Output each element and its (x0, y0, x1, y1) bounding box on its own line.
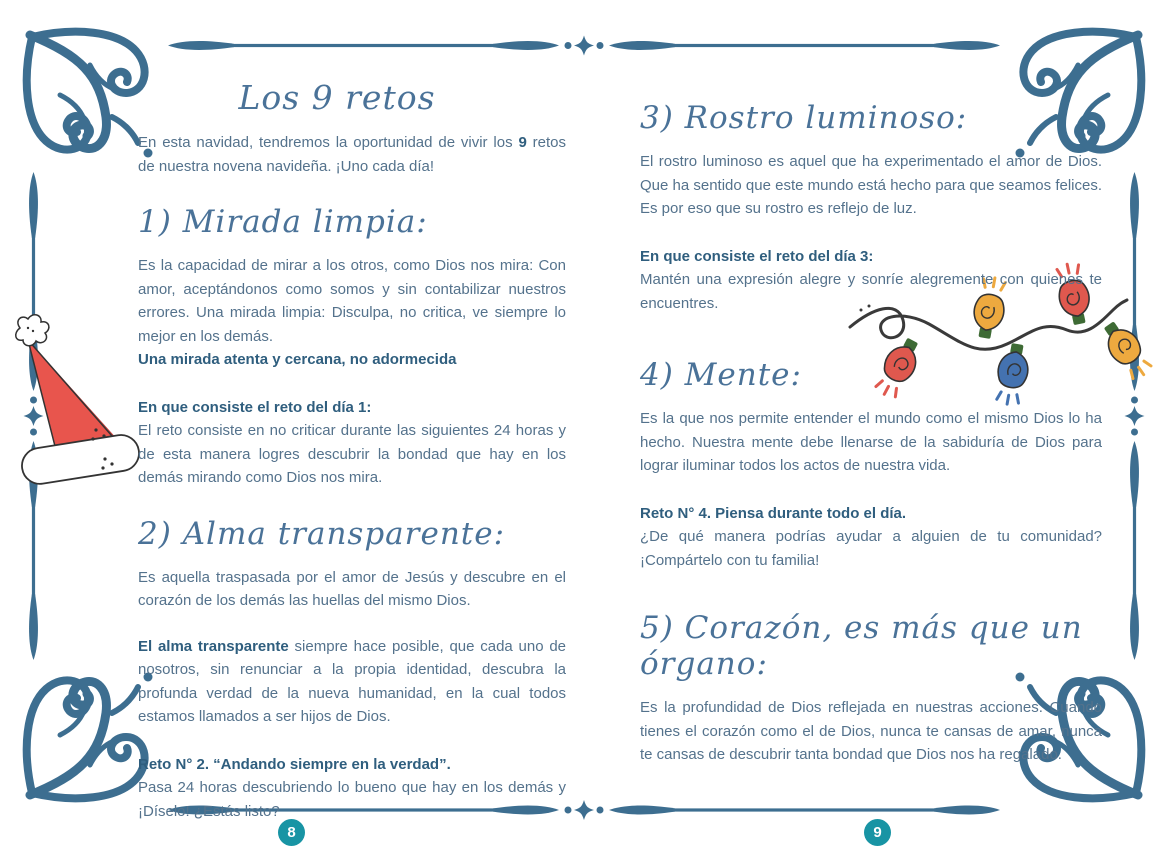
section-3-body: El rostro luminoso es aquel que ha experimentado el amor de Dios. Que ha sentido que este mundo está hecho para que seamos felices. Es por eso que su rostro es reflejo de luz. (640, 153, 1102, 217)
intro-text: En esta navidad, tendremos la oportunidad de vivir los (138, 134, 519, 151)
section-3-challenge-body: Mantén una expresión alegre y sonríe alegremente con quienes te encuentres. (640, 271, 1102, 312)
intro-text: retos de nuestra novena navideña. ¡Uno cada día! (138, 134, 567, 175)
section-4-challenge-title: Reto N° 4. Piensa durante todo el día. (640, 504, 907, 522)
section-2-heading: 2) Alma transparente: (138, 515, 506, 552)
section-1-emphasis: Una mirada atenta y cercana, no adormecida (138, 351, 457, 368)
border-left-line (24, 172, 44, 660)
page-number-badge: 8 (278, 819, 305, 846)
section-2-bold-lead: El alma transparente (138, 637, 289, 655)
section-3-challenge-title: En que consiste el reto del día 3: (640, 247, 874, 265)
right-page-column (640, 100, 1102, 767)
section-1-challenge-title: En que consiste el reto del día 1: (138, 398, 372, 416)
section-2-challenge-title: Reto N° 2. “Andando siempre en la verdad”. (138, 755, 451, 773)
left-page-column (138, 78, 566, 823)
section-2-body-2 (138, 635, 566, 729)
section-1-body: Es la capacidad de mirar a los otros, como Dios nos mira: Con amor, aceptándonos como somos y sin contabilizar nuestros errores. Una mirada limpia: Disculpa, no critica, ve siempre lo mejor en los demás. (138, 257, 566, 345)
intro-paragraph (138, 131, 566, 178)
section-2-body-2-text: siempre hace posible, que cada uno de nosotros, sin renunciar a la propia identidad, descubra la profunda verdad de la nueva humanidad, en la cual todos estamos llamados a ser hijos de Dios. (138, 637, 567, 725)
section-1-heading: 1) Mirada limpia: (138, 204, 428, 240)
page-title: Los 9 retos (238, 78, 436, 117)
section-2-body: Es aquella traspasada por el amor de Jesús y descubre en el corazón de los demás las huellas del mismo Dios. (138, 568, 566, 609)
section-3-heading: 3) Rostro luminoso: (640, 100, 968, 136)
border-right-line (1125, 172, 1145, 660)
corner-flourish-icon (27, 673, 153, 799)
section-4-heading: 4) Mente: (640, 357, 802, 393)
section-1-challenge-body: El reto consiste en no criticar durante las siguientes 24 horas y de esta manera logres descubrir la bondad que hay en los demás mirando como Dios nos mira. (138, 422, 566, 486)
section-5-heading: 5) Corazón, es más que un órgano: (640, 610, 1083, 682)
section-5-body: Es la profundidad de Dios reflejada en nuestras acciones. Cuando tienes el corazón como el de Dios, nunca te cansas de amar, nunca te cansas de descubrir tanta bondad que Dios nos ha regalado. (640, 699, 1102, 763)
section-2-challenge-body: Pasa 24 horas descubriendo lo bueno que hay en los demás y ¡Díselo! ¿Estás listo? (138, 779, 566, 820)
section-4-body: Es la que nos permite entender el mundo como el mismo Dios lo ha hecho. Nuestra mente debe llenarse de la sabiduría de Dios para lograr iluminar todos los actos de nuestra vida. (640, 410, 1102, 474)
corner-flourish-icon (27, 32, 153, 158)
intro-bold-number: 9 (518, 134, 527, 151)
section-4-challenge-body: ¿De qué manera podrías ayudar a alguien de tu comunidad? ¡Compártelo con tu familia! (640, 528, 1102, 569)
page-number-badge: 9 (864, 819, 891, 846)
border-top-line (168, 36, 1000, 56)
